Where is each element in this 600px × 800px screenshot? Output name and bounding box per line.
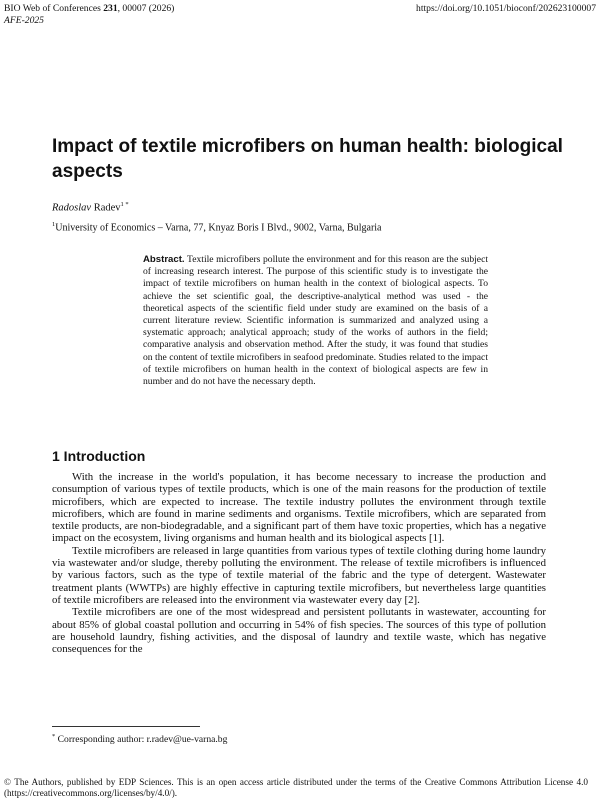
introduction-body <box>52 471 546 655</box>
conference-volume: 231 <box>103 3 118 14</box>
body-paragraph: Textile microfibers are one of the most widespread and persistent pollutants in wastewater, accounting for about 85% of global coastal pollution and occurring in 54% of fish species. The sources of this type of pollution are household laundry, fishing activities, and the disposal of laundry and textile waste, which has negative consequences for the <box>52 606 546 656</box>
paper-title: Impact of textile microfibers on human health: biological aspects <box>52 136 563 182</box>
article-number: , 00007 (2026) <box>117 3 175 14</box>
body-paragraph: Textile microfibers are released in large quantities from various types of textile clothing during home laundry via wastewater and/or sludge, thereby polluting the environment. The release of textile microfibers is influenced by various factors, such as the type of textile material of the fabric and the type of detergent. Wastewater treatment plants (WWTPs) are highly effective in capturing textile microfibers, but nevertheless large quantities of textile microfibers are released into the environment via wastewater every day [2]. <box>52 544 546 606</box>
affiliation <box>52 221 382 233</box>
license-notice: © The Authors, published by EDP Sciences. This is an open access article distributed under the terms of the Creative Commons Attribution License 4.0 (https://creativecommons.org/licenses/by/4.0/). <box>4 777 588 798</box>
body-paragraph: With the increase in the world's population, it has become necessary to increase the production and consumption of various types of textile products, which is one of the main reasons for the production of textile microfibers, which are expected to increase. The textile industry pollutes the environment through textile microfibers, which are found in marine sediments and organisms. Textile microfibers, which are separated from textile products, are non-biodegradable, and a significant part of them have toxic properties, which has a negative impact on the ecosystem, living organisms and human health and its biological aspects [1]. <box>52 471 546 545</box>
author-surname: Radev <box>91 202 121 214</box>
doi-link[interactable]: https://doi.org/10.1051/bioconf/202623100007 <box>416 3 596 14</box>
abstract-text: Textile microfibers pollute the environment and for this reason are the subject of increasing research interest. The purpose of this scientific study is to investigate the impact of textile microfibers on human health in the context of biological aspects. To achieve the set scientific goal, the descriptive-analytical method was used - the theoretical aspects of the scientific field under study are examined on the basis of a current literature review. Scientific information is summarized and analyzed using a systematic approach; analytical approach; study of the works of authors in the field; comparative analysis and observation method. After the study, it was found that studies on the content of textile microfibers in seafood predominate. Studies related to the impact of textile microfibers on human health in the context of biological aspects are few in number and do not have the necessary depth. <box>143 254 488 388</box>
footnote-mark: * <box>52 733 56 740</box>
conference-name: BIO Web of Conferences <box>4 3 101 14</box>
author-given-name: Radoslav <box>52 202 92 214</box>
author-line <box>52 201 129 214</box>
footnote-text: Corresponding author: r.radev@ue-varna.bg <box>55 734 228 746</box>
abstract <box>143 254 488 388</box>
conference-citation <box>4 3 174 14</box>
author-marks: 1 * <box>120 201 129 208</box>
footnote-divider <box>52 726 200 727</box>
footnote <box>52 733 227 745</box>
affiliation-text: University of Economics – Varna, 77, Knyaz Boris I Blvd., 9002, Varna, Bulgaria <box>55 222 382 234</box>
abstract-label: Abstract. <box>143 254 185 265</box>
running-header <box>4 3 596 26</box>
affiliation-mark: 1 <box>52 221 56 228</box>
section-heading-introduction: 1 Introduction <box>52 448 146 464</box>
event-label: AFE-2025 <box>4 15 44 26</box>
